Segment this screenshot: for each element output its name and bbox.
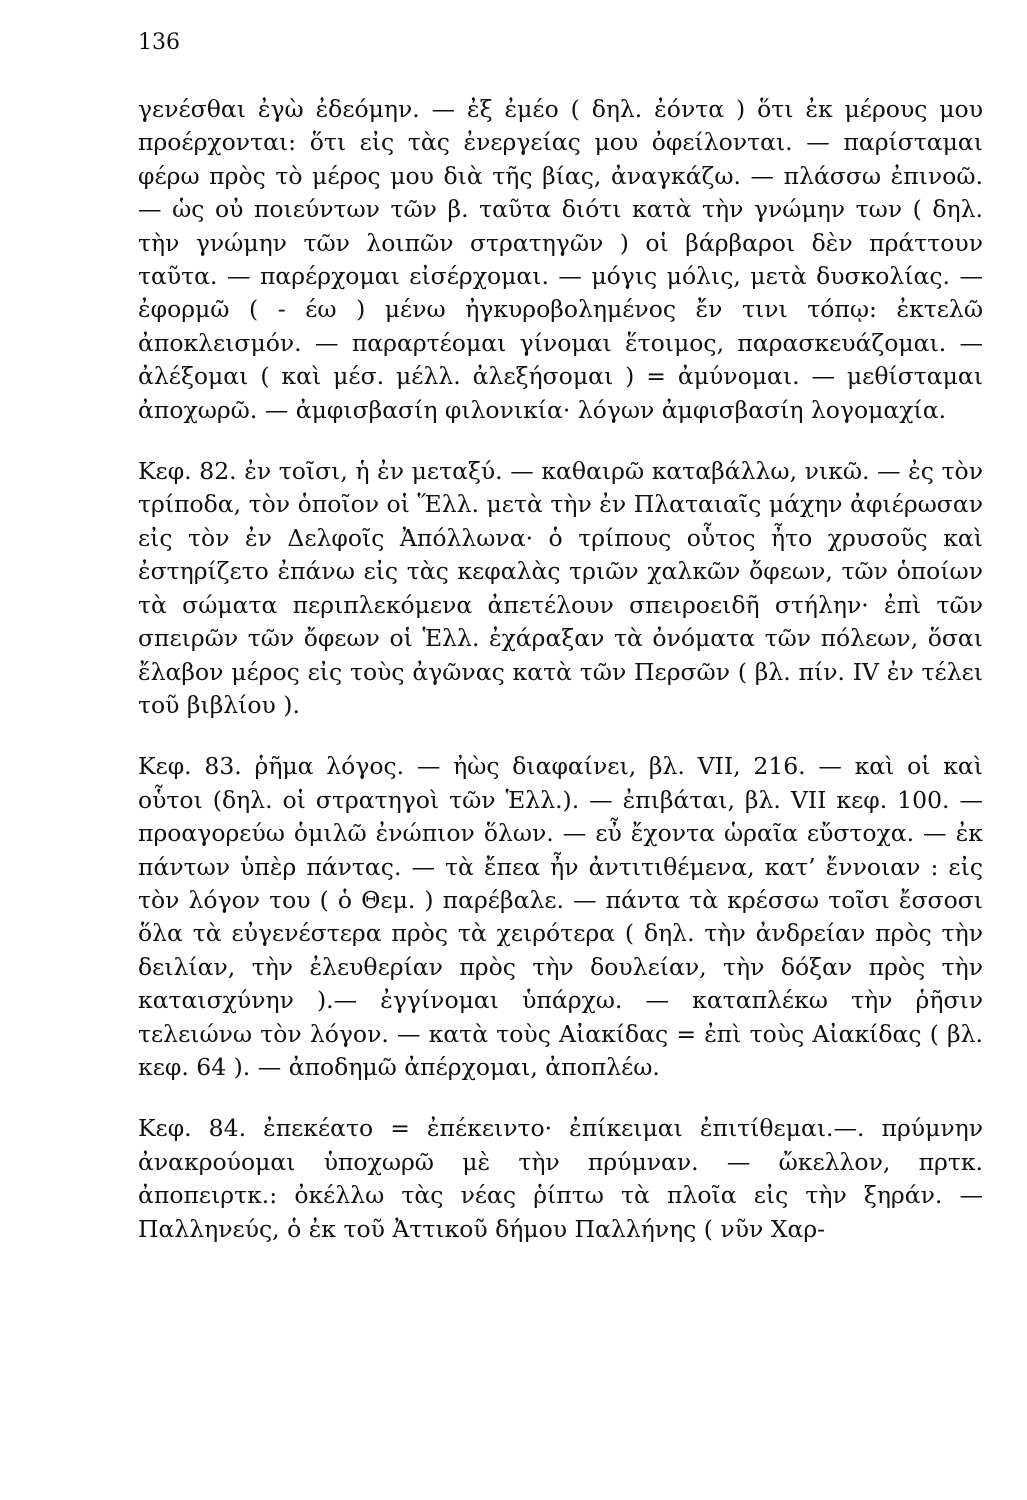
commentary-paragraph-kef-82: Κεφ. 82. ἐν τοῖσι, ἡ ἐν μεταξύ. — καθαιρῶ καταβάλλω, νικῶ. — ἐς τὸν τρίποδα, τὸν ὁποῖον οἱ Ἕλλ. μετὰ τὴν ἐν Πλαταιαῖς μάχην ἀφιέρωσαν εἰς τὸν ἐν Δελφοῖς Ἀπόλλωνα· ὁ τρίπους οὗτος ἦτο χρυσοῦς καὶ ἐστηρίζετο ἐπάνω εἰς τὰς κεφαλὰς τριῶν χαλκῶν ὄφεων, τῶν ὁποίων τὰ σώματα περιπλεκόμενα ἀπετέλουν σπειροειδῆ στήλην· ἐπὶ τῶν σπειρῶν τῶν ὄφεων οἱ Ἑλλ. ἐχάραξαν τὰ ὀνόματα τῶν πόλεων, ὅσαι ἔλαβον μέρος εἰς τοὺς ἀγῶνας κατὰ τῶν Περσῶν ( βλ. πίν. IV ἐν τέλει τοῦ βιβλίου ). — [138, 457, 983, 719]
commentary-paragraph-kef-84: Κεφ. 84. ἐπεκέατο = ἐπέκειντο· ἐπίκειμαι ἐπιτίθεμαι.—. πρύμνην ἀνακρούομαι ὑποχωρῶ μὲ τὴν πρύμναν. — ὤκελλον, πρτκ. ἀποπειρτκ.: ὀκέλλω τὰς νέας ῥίπτω τὰ πλοῖα εἰς τὴν ξηράν. — Παλληνεύς, ὁ ἐκ τοῦ Ἀττικοῦ δήμου Παλλήνης ( νῦν Χαρ- — [138, 1114, 983, 1243]
paragraph-gap — [138, 722, 983, 750]
page-number: 136 — [138, 30, 180, 55]
commentary-paragraph-1: γενέσθαι ἐγὼ ἐδεόμην. — ἐξ ἐμέο ( δηλ. ἐόντα ) ὅτι ἐκ μέρους μου προέρχονται: ὅτι εἰς τὰς ἐνεργείας μου ὀφείλονται. — παρίσταμαι φέρω πρὸς τὸ μέρος μου διὰ τῆς βίας, ἀναγκάζω. — πλάσσω ἐπινοῶ. — ὡς οὐ ποιεύντων τῶν β. ταῦτα διότι κατὰ τὴν γνώμην των ( δηλ. τὴν γνώμην τῶν λοιπῶν στρατηγῶν ) οἱ βάρβαροι δὲν πράττουν ταῦτα. — παρέρχομαι εἰσέρχομαι. — μόγις μόλις, μετὰ δυσκολίας. — ἐφορμῶ ( - έω ) μένω ἠγκυροβολημένος ἔν τινι τόπῳ: ἐκτελῶ ἀποκλεισμόν. — παραρτέομαι γίνομαι ἕτοιμος, παρασκευάζομαι. — ἀλέξομαι ( καὶ μέσ. μέλλ. ἀλεξήσομαι ) = ἀμύνομαι. — μεθίσταμαι ἀποχωρῶ. — ἀμφισβασίη φιλονικία· λόγων ἀμφισβασίη λογομαχία. — [138, 95, 983, 424]
commentary-paragraph-kef-83: Κεφ. 83. ῥῆμα λόγος. — ἠὼς διαφαίνει, βλ. VII, 216. — καὶ οἱ καὶ οὗτοι (δηλ. οἱ στρατηγοὶ τῶν Ἑλλ.). — ἐπιβάται, βλ. VII κεφ. 100. — προαγορεύω ὁμιλῶ ἐνώπιον ὅλων. — εὖ ἔχοντα ὡραῖα εὔστοχα. — ἐκ πάντων ὑπὲρ πάντας. — τὰ ἔπεα ἦν ἀντιτιθέμενα, κατ’ ἔννοιαν : εἰς τὸν λόγον του ( ὁ Θεμ. ) παρέβαλε. — πάντα τὰ κρέσσω τοῖσι ἔσσοσι ὅλα τὰ εὐγενέστερα πρὸς τὰ χειρότερα ( δηλ. τὴν ἀνδρείαν πρὸς τὴν δειλίαν, τὴν ἐλευθερίαν πρὸς τὴν δουλείαν, τὴν δόξαν πρὸς τὴν καταισχύνην ).— ἐγγίνομαι ὑπάρχω. — καταπλέκω τὴν ῥῆσιν τελειώνω τὸν λόγον. — κατὰ τοὺς Αἰακίδας = ἐπὶ τοὺς Αἰακίδας ( βλ. κεφ. 64 ). — ἀποδημῶ ἀπέρχομαι, ἀποπλέω. — [138, 752, 983, 1081]
book-page — [138, 30, 983, 1246]
paragraph-gap — [138, 427, 983, 455]
paragraph-gap — [138, 1084, 983, 1112]
